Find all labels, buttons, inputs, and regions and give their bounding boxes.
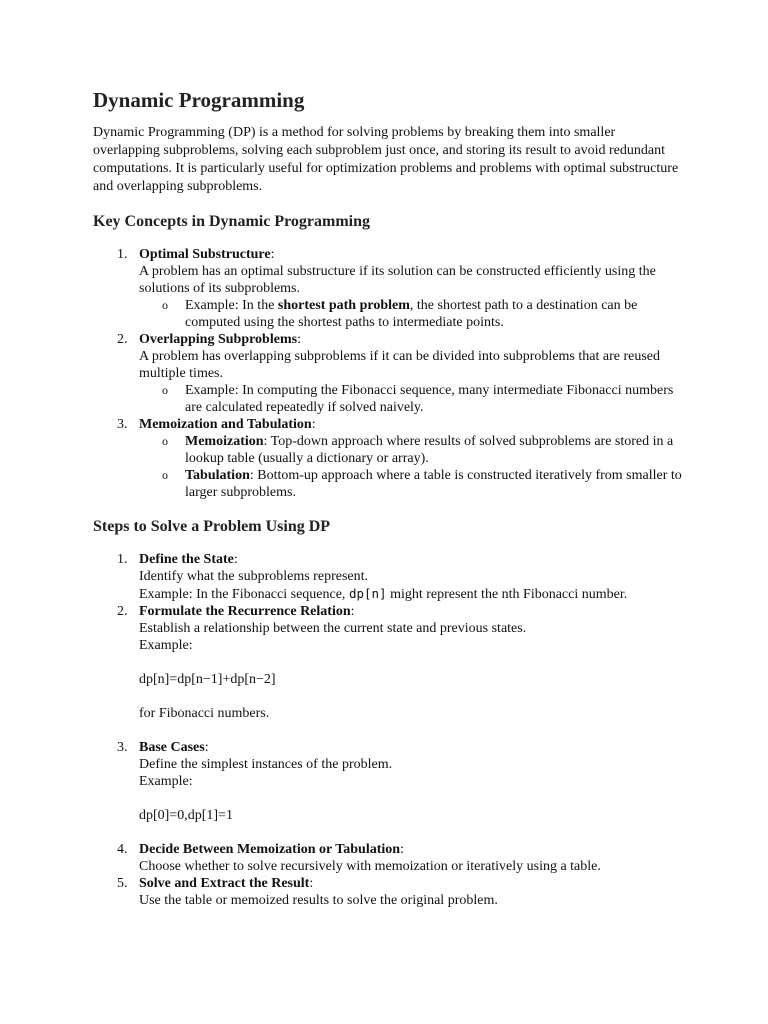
formula: dp[n]=dp[n−1]+dp[n−2]	[139, 672, 276, 687]
list-number: 5.	[117, 876, 128, 891]
list-number: 3.	[117, 740, 128, 755]
item-title: Base Cases	[139, 740, 205, 755]
item-title: Decide Between Memoization or Tabulation	[139, 842, 401, 857]
sub-list-item: o Memoization: Top-down approach where results of solved subproblems are stored in a lookup table (usually a dictionary or array).	[162, 434, 674, 466]
list-number: 4.	[117, 842, 128, 857]
list-number: 2.	[117, 604, 128, 619]
sub-list	[139, 382, 683, 416]
document-page	[93, 84, 683, 909]
steps-list	[93, 551, 683, 909]
list-item: 3. Memoization and Tabulation: o Memoization: Top-down approach where results of solved subproblems are stored in a lookup table (usually a dictionary or array). o Tabulation: Bottom-up approach where a table is constructed iteratively from smaller to larger subproblems.	[117, 417, 682, 500]
list-number: 3.	[117, 417, 128, 432]
list-item: 2. Formulate the Recurrence Relation: Establish a relationship between the current state and previous states. Example: dp[n]=dp[n−1]+dp[n−2] for Fibonacci numbers.	[93, 603, 683, 722]
list-number: 1.	[117, 552, 128, 567]
list-item: 3. Base Cases: Define the simplest instances of the problem. Example: dp[0]=0,dp[1]=1	[93, 739, 683, 824]
code-snippet: dp[n]	[348, 586, 387, 601]
list-number: 1.	[117, 247, 128, 262]
sub-list	[139, 433, 683, 501]
bullet-icon: o	[162, 383, 168, 397]
sub-list-item: o Example: In computing the Fibonacci sequence, many intermediate Fibonacci numbers are calculated repeatedly if solved naively.	[162, 383, 674, 415]
sub-list-item: o Tabulation: Bottom-up approach where a table is constructed iteratively from smaller to larger subproblems.	[162, 468, 682, 500]
list-number: 2.	[117, 332, 128, 347]
item-title: Overlapping Subproblems	[139, 332, 298, 347]
section-heading-steps: Steps to Solve a Problem Using DP	[93, 518, 331, 535]
intro-paragraph: Dynamic Programming (DP) is a method for solving problems by breaking them into smaller overlapping subproblems, solving each subproblem just once, and storing its result to avoid redundant computations. It is particularly useful for optimization problems and problems with optimal substructure and overlapping subproblems.	[93, 125, 679, 194]
item-title: Solve and Extract the Result	[139, 876, 310, 891]
bullet-icon: o	[162, 468, 168, 482]
list-item: 2. Overlapping Subproblems: A problem has overlapping subproblems if it can be divided into subproblems that are reused multiple times. o Example: In computing the Fibonacci sequence, many intermediate Fibonacci numbers are calculated repeatedly if solved naively.	[93, 331, 683, 416]
list-item: 5. Solve and Extract the Result: Use the table or memoized results to solve the original problem.	[117, 876, 498, 908]
item-description: A problem has overlapping subproblems if it can be divided into subproblems that are reused multiple times.	[139, 349, 660, 381]
item-title: Formulate the Recurrence Relation	[139, 604, 351, 619]
list-item: 1. Define the State: Identify what the subproblems represent. Example: In the Fibonacci sequence, dp[n] might represent the nth Fibonacci number.	[117, 552, 628, 602]
bullet-icon: o	[162, 298, 168, 312]
item-description: A problem has an optimal substructure if its solution can be constructed efficiently using the solutions of its subproblems.	[139, 264, 656, 296]
item-title: Memoization and Tabulation	[139, 417, 312, 432]
sub-list	[139, 297, 683, 331]
section-heading-key-concepts: Key Concepts in Dynamic Programming	[93, 213, 371, 230]
list-item: 4. Decide Between Memoization or Tabulation: Choose whether to solve recursively with memoization or iteratively using a table.	[117, 842, 601, 874]
bullet-icon: o	[162, 434, 168, 448]
page-title: Dynamic Programming	[93, 88, 305, 112]
item-title: Define the State	[139, 552, 234, 567]
formula: dp[0]=0,dp[1]=1	[139, 808, 233, 823]
item-title: Optimal Substructure	[139, 247, 271, 262]
sub-list-item: o Example: In the shortest path problem, the shortest path to a destination can be computed using the shortest paths to intermediate points.	[162, 298, 638, 330]
list-item: 1. Optimal Substructure: A problem has an optimal substructure if its solution can be constructed efficiently using the solutions of its subproblems. o Example: In the shortest path problem, the shortest path to a destination can be computed using the shortest paths to intermediate points.	[93, 246, 683, 331]
key-concepts-list	[93, 246, 683, 501]
